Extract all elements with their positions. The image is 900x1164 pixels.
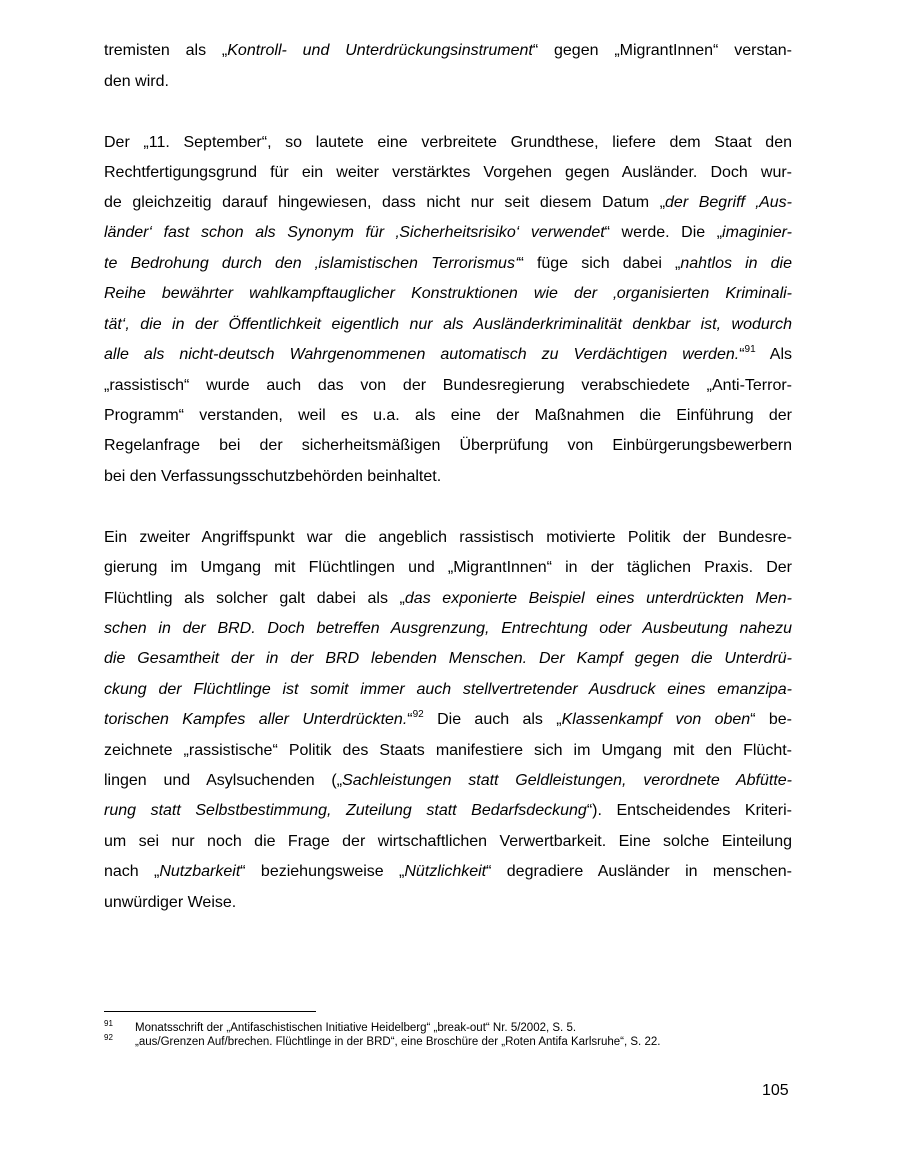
text-line: tremisten als „Kontroll- und Unterdrückungsinstrument“ gegen „MigrantInnen“ verstan- [104, 42, 793, 59]
text-line: de gleichzeitig darauf hingewiesen, dass nicht nur seit diesem Datum „der Begriff ‚Aus- [104, 194, 792, 211]
text-line: Rechtfertigungsgrund für ein weiter verstärktes Vorgehen gegen Ausländer. Doch wur- [104, 164, 792, 181]
text-line: Ein zweiter Angriffspunkt war die angeblich rassistisch motivierte Politik der Bundesre- [104, 529, 792, 546]
footnote-ref: 92 [412, 709, 424, 720]
text-line: unwürdiger Weise. [104, 894, 237, 911]
text-line: den wird. [104, 73, 169, 90]
text-line: bei den Verfassungsschutzbehörden beinhaltet. [104, 468, 442, 485]
text-line: Regelanfrage bei der sicherheitsmäßigen Überprüfung von Einbürgerungsbewerbern [104, 437, 792, 454]
text-line: Der „11. September“, so lautete eine verbreitete Grundthese, liefere dem Staat den [104, 134, 792, 151]
text-line: um sei nur noch die Frage der wirtschaftlichen Verwertbarkeit. Eine solche Einteilung [104, 833, 792, 850]
text-line: schen in der BRD. Doch betreffen Ausgrenzung, Entrechtung oder Ausbeutung nahezu [104, 620, 792, 637]
footnote-divider [104, 1011, 316, 1012]
text-line: gierung im Umgang mit Flüchtlingen und „MigrantInnen“ in der täglichen Praxis. Der [104, 559, 792, 576]
text-line: lingen und Asylsuchenden („Sachleistungen statt Geldleistungen, verordnete Abfütte- [104, 772, 792, 789]
text-line: rung statt Selbstbestimmung, Zuteilung statt Bedarfsdeckung“). Entscheidendes Kriteri- [104, 802, 793, 819]
text-line: torischen Kampfes aller Unterdrückten.“$^{92}$ Die auch als „Klassenkampf von oben“ be- [104, 709, 792, 728]
footnote-ref: 91 [744, 344, 756, 355]
text-line: ckung der Flüchtlinge ist somit immer auch stellvertretender Ausdruck eines emanzipa- [104, 681, 792, 698]
footnote-number: 91 [104, 1019, 113, 1028]
text-line: zeichnete „rassistische“ Politik des Staats manifestiere sich im Umgang mit den Flücht- [104, 742, 792, 759]
text-line: nach „Nutzbarkeit“ beziehungsweise „Nützlichkeit“ degradiere Ausländer in menschen- [104, 863, 792, 880]
text-line: „rassistisch“ wurde auch das von der Bundesregierung verabschiedete „Anti-Terror- [104, 377, 792, 394]
footnote-text: „aus/Grenzen Auf/brechen. Flüchtlinge in der BRD“, eine Broschüre der „Roten Antifa Karlsruhe“, S. 22. [135, 1036, 661, 1048]
text-line: te Bedrohung durch den ‚islamistischen Terrorismus‘“ füge sich dabei „nahtlos in die [104, 255, 793, 272]
footnote-number: 92 [104, 1033, 113, 1042]
text-line: alle als nicht-deutsch Wahrgenommenen automatisch zu Verdächtigen werden.“$^{91}$ Als [104, 344, 792, 363]
footnote-text: Monatsschrift der „Antifaschistischen Initiative Heidelberg“ „break-out“ Nr. 5/2002, S. 5. [135, 1022, 577, 1034]
text-line: länder‘ fast schon als Synonym für ‚Sicherheitsrisiko‘ verwendet“ werde. Die „imaginier- [104, 224, 792, 241]
text-line: Flüchtling als solcher galt dabei als „das exponierte Beispiel eines unterdrückten Men- [104, 590, 793, 607]
text-line: Reihe bewährter wahlkampftauglicher Konstruktionen wie der ‚organisierten Kriminali- [104, 285, 792, 302]
text-line: tät‘, die in der Öffentlichkeit eigentlich nur als Ausländerkriminalität denkbar ist, wodurch [104, 316, 792, 333]
text-line: die Gesamtheit der in der BRD lebenden Menschen. Der Kampf gegen die Unterdrü- [104, 650, 792, 667]
text-line: Programm“ verstanden, weil es u.a. als eine der Maßnahmen die Einführung der [104, 407, 792, 424]
page-number: 105 [762, 1082, 789, 1099]
